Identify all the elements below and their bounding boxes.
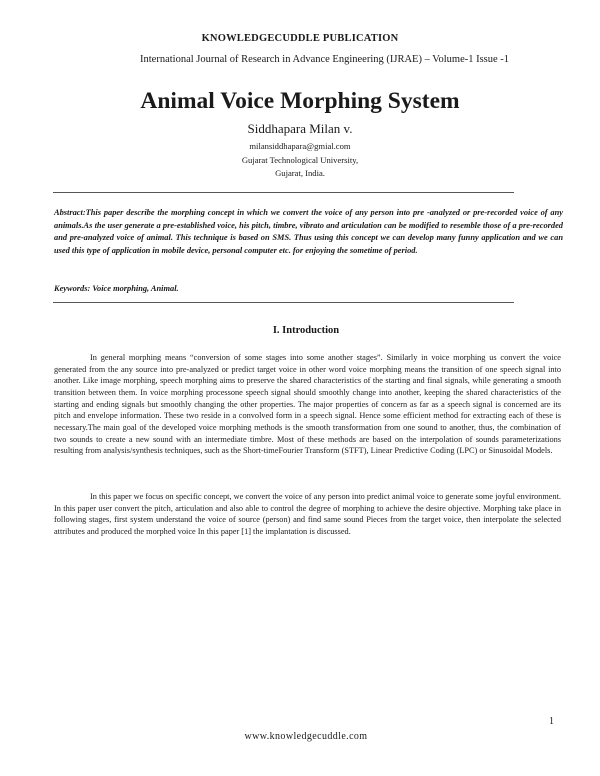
divider-bottom <box>53 302 514 303</box>
journal-info: International Journal of Research in Advance Engineering (IJRAE) – Volume-1 Issue -1 <box>140 54 510 65</box>
footer-url[interactable]: www.knowledgecuddle.com <box>244 731 368 742</box>
author-name: Siddhapara Milan v. <box>247 121 353 136</box>
abstract: Abstract:This paper describe the morphing concept in which we convert the voice of any person into pre -analyzed or pre-recorded voice of any animals.As the user generate a pre-established voice, his pitch, timbre, vibrato and articulation can be modified to resemble those of a pre-recorded and pre-analyzed voice of animal. This technique is based on SMS. Thus using this concept we can develop many funny application and we can used this type of application in mobile device, personal computer etc. for enjoying the sometime of period. <box>54 208 563 255</box>
divider-top <box>53 192 514 193</box>
page-number: 1 <box>549 716 554 727</box>
author-location: Gujarat, India. <box>275 168 325 178</box>
author-university: Gujarat Technological University, <box>241 155 359 165</box>
section-heading: I. Introduction <box>272 325 340 336</box>
keywords: Keywords: Voice morphing, Animal. <box>54 284 179 293</box>
author-email: milansiddhapara@gmial.com <box>249 141 351 151</box>
intro-paragraph-2: In this paper we focus on specific concept, we convert the voice of any person into predict animal voice to generate some joyful environment. In this paper user convert the pitch, articulation and also able to control the degree of morphing to achieve the desire objective. Morphing take place in following stages, first system understand the voice of source (person) and find same sound Pieces from the target voice, then interpolate the selected attributes and produced the morphed voice In this paper [1] the implantation is discussed. <box>54 492 561 536</box>
publisher-header: KNOWLEDGECUDDLE PUBLICATION <box>201 33 399 44</box>
paper-title: Animal Voice Morphing System <box>140 88 460 114</box>
intro-paragraph-1: In general morphing means “conversion of some stages into some another stages”. Similarly in voice morphing us convert the voice generated from the any source into pre-analyzed or predict target voice in other word voice morphing means the transition of one speech signal into another. Like image morphing, speech morphing aims to preserve the shared characteristics of the starting and final signals, while generating a smooth transition between them. In voice morphing processone speech signal should smoothly change into another, keeping the shared characteristics of the starting and ending signals but smoothly changing the other properties. The major properties of concern as far as a speech signal is concerned are its pitch and envelope information. These two reside in a convolved form in a speech signal. Hence some efficient method for extracting each of these is necessary.The main goal of the developed voice morphing methods is the smooth transformation from one sound to another, thus, the combination of two sounds to create a new sound with an intermediate timbre. Most of these methods are based on the interpolation of sounds parameterizations resulting from analysis/synthesis techniques, such as the Short-timeFourier Transform (STFT), Linear Predictive Coding (LPC) or Sinusoidal Models. <box>54 353 561 456</box>
